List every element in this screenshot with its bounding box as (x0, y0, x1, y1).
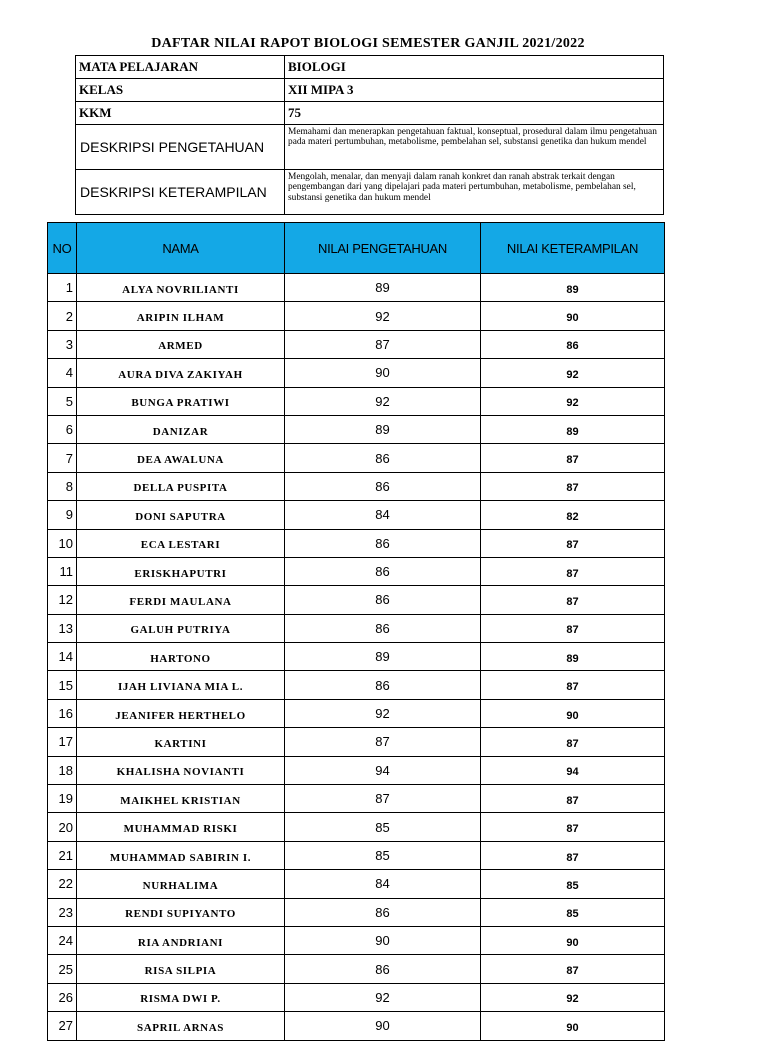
student-number: 6 (48, 415, 77, 443)
student-name: ARIPIN ILHAM (77, 302, 285, 330)
nilai-keterampilan: 87 (481, 671, 665, 699)
table-row (48, 472, 665, 500)
table-row (48, 983, 665, 1011)
table-row (48, 586, 665, 614)
student-name: AURA DIVA ZAKIYAH (77, 359, 285, 387)
student-name: MAIKHEL KRISTIAN (77, 785, 285, 813)
table-row (48, 501, 665, 529)
student-name: RISMA DWI P. (77, 983, 285, 1011)
student-number: 17 (48, 728, 77, 756)
nilai-keterampilan: 92 (481, 387, 665, 415)
table-row (48, 1012, 665, 1040)
nilai-pengetahuan: 86 (285, 614, 481, 642)
nilai-keterampilan: 87 (481, 529, 665, 557)
student-number: 11 (48, 557, 77, 585)
student-number: 16 (48, 699, 77, 727)
student-name: MUHAMMAD SABIRIN I. (77, 841, 285, 869)
nilai-keterampilan: 87 (481, 586, 665, 614)
nilai-pengetahuan: 92 (285, 387, 481, 415)
student-number: 24 (48, 926, 77, 954)
grades-header-row (48, 223, 665, 274)
nilai-keterampilan: 87 (481, 955, 665, 983)
student-number: 12 (48, 586, 77, 614)
student-number: 2 (48, 302, 77, 330)
student-name: ECA LESTARI (77, 529, 285, 557)
grades-body (48, 274, 665, 1041)
info-row-kkm (76, 102, 664, 125)
student-name: DELLA PUSPITA (77, 472, 285, 500)
table-row (48, 330, 665, 358)
nilai-pengetahuan: 84 (285, 870, 481, 898)
student-name: KARTINI (77, 728, 285, 756)
student-name: RISA SILPIA (77, 955, 285, 983)
student-name: MUHAMMAD RISKI (77, 813, 285, 841)
header-nilai-pengetahuan: NILAI PENGETAHUAN (285, 223, 481, 274)
nilai-keterampilan: 87 (481, 614, 665, 642)
student-name: JEANIFER HERTHELO (77, 699, 285, 727)
nilai-keterampilan: 90 (481, 699, 665, 727)
table-row (48, 557, 665, 585)
nilai-pengetahuan: 89 (285, 643, 481, 671)
header-nama: NAMA (77, 223, 285, 274)
student-number: 5 (48, 387, 77, 415)
student-number: 9 (48, 501, 77, 529)
nilai-pengetahuan: 86 (285, 671, 481, 699)
nilai-keterampilan: 82 (481, 501, 665, 529)
student-name: ALYA NOVRILIANTI (77, 274, 285, 302)
nilai-keterampilan: 87 (481, 444, 665, 472)
table-row (48, 359, 665, 387)
student-name: FERDI MAULANA (77, 586, 285, 614)
nilai-pengetahuan: 86 (285, 472, 481, 500)
nilai-pengetahuan: 89 (285, 274, 481, 302)
nilai-pengetahuan: 92 (285, 699, 481, 727)
kelas-label: KELAS (76, 79, 285, 102)
header-no: NO (48, 223, 77, 274)
student-number: 27 (48, 1012, 77, 1040)
nilai-pengetahuan: 85 (285, 813, 481, 841)
nilai-pengetahuan: 94 (285, 756, 481, 784)
student-name: DONI SAPUTRA (77, 501, 285, 529)
student-number: 26 (48, 983, 77, 1011)
student-number: 3 (48, 330, 77, 358)
keterampilan-value: Mengolah, menalar, dan menyaji dalam ranah konkret dan ranah abstrak terkait dengan pengembangan dari yang dipelajari pada materi pertumbuhan, metabolisme, pembelahan sel, substansi genetika dan hukum mendel (285, 170, 664, 215)
nilai-keterampilan: 87 (481, 557, 665, 585)
nilai-pengetahuan: 87 (285, 785, 481, 813)
nilai-pengetahuan: 92 (285, 983, 481, 1011)
nilai-keterampilan: 87 (481, 472, 665, 500)
table-row (48, 898, 665, 926)
student-name: RENDI SUPIYANTO (77, 898, 285, 926)
table-row (48, 870, 665, 898)
nilai-pengetahuan: 89 (285, 415, 481, 443)
table-row (48, 841, 665, 869)
nilai-keterampilan: 90 (481, 1012, 665, 1040)
student-name: ARMED (77, 330, 285, 358)
nilai-pengetahuan: 90 (285, 926, 481, 954)
table-row (48, 614, 665, 642)
page-title: DAFTAR NILAI RAPOT BIOLOGI SEMESTER GANJIL 2021/2022 (151, 36, 585, 51)
table-row (48, 444, 665, 472)
student-number: 13 (48, 614, 77, 642)
student-number: 1 (48, 274, 77, 302)
student-name: NURHALIMA (77, 870, 285, 898)
nilai-keterampilan: 87 (481, 728, 665, 756)
kkm-value: 75 (285, 102, 664, 125)
info-row-keterampilan (76, 170, 664, 215)
table-row (48, 813, 665, 841)
grades-table (47, 222, 665, 1041)
nilai-keterampilan: 87 (481, 785, 665, 813)
nilai-keterampilan: 92 (481, 359, 665, 387)
table-row (48, 274, 665, 302)
nilai-keterampilan: 94 (481, 756, 665, 784)
nilai-keterampilan: 85 (481, 898, 665, 926)
nilai-pengetahuan: 85 (285, 841, 481, 869)
nilai-pengetahuan: 86 (285, 586, 481, 614)
keterampilan-label: DESKRIPSI KETERAMPILAN (76, 170, 285, 215)
student-number: 22 (48, 870, 77, 898)
student-name: HARTONO (77, 643, 285, 671)
student-name: DEA AWALUNA (77, 444, 285, 472)
table-row (48, 643, 665, 671)
student-name: IJAH LIVIANA MIA L. (77, 671, 285, 699)
nilai-keterampilan: 87 (481, 841, 665, 869)
header-nilai-keterampilan: NILAI KETERAMPILAN (481, 223, 665, 274)
student-number: 20 (48, 813, 77, 841)
table-row (48, 926, 665, 954)
table-row (48, 955, 665, 983)
nilai-pengetahuan: 84 (285, 501, 481, 529)
nilai-keterampilan: 92 (481, 983, 665, 1011)
table-row (48, 728, 665, 756)
table-row (48, 302, 665, 330)
table-row (48, 529, 665, 557)
pengetahuan-label: DESKRIPSI PENGETAHUAN (76, 125, 285, 170)
table-row (48, 756, 665, 784)
nilai-keterampilan: 90 (481, 926, 665, 954)
kelas-value: XII MIPA 3 (285, 79, 664, 102)
student-number: 18 (48, 756, 77, 784)
student-number: 23 (48, 898, 77, 926)
info-table (75, 55, 664, 215)
nilai-pengetahuan: 92 (285, 302, 481, 330)
nilai-pengetahuan: 86 (285, 898, 481, 926)
kkm-label: KKM (76, 102, 285, 125)
nilai-keterampilan: 85 (481, 870, 665, 898)
nilai-pengetahuan: 90 (285, 359, 481, 387)
nilai-keterampilan: 86 (481, 330, 665, 358)
nilai-pengetahuan: 86 (285, 955, 481, 983)
student-number: 8 (48, 472, 77, 500)
nilai-pengetahuan: 86 (285, 529, 481, 557)
student-name: BUNGA PRATIWI (77, 387, 285, 415)
table-row (48, 387, 665, 415)
table-row (48, 699, 665, 727)
nilai-pengetahuan: 86 (285, 557, 481, 585)
student-number: 15 (48, 671, 77, 699)
nilai-pengetahuan: 90 (285, 1012, 481, 1040)
nilai-keterampilan: 89 (481, 643, 665, 671)
student-number: 21 (48, 841, 77, 869)
student-name: ERISKHAPUTRI (77, 557, 285, 585)
info-row-mapel (76, 56, 664, 79)
student-name: SAPRIL ARNAS (77, 1012, 285, 1040)
info-row-pengetahuan (76, 125, 664, 170)
nilai-keterampilan: 89 (481, 415, 665, 443)
nilai-pengetahuan: 87 (285, 330, 481, 358)
pengetahuan-value: Memahami dan menerapkan pengetahuan faktual, konseptual, prosedural dalam ilmu pengetahuan pada materi pertumbuhan, metabolisme, pembelahan sel, substansi genetika dan hukum mendel (285, 125, 664, 170)
student-name: GALUH PUTRIYA (77, 614, 285, 642)
mapel-value: BIOLOGI (285, 56, 664, 79)
info-row-kelas (76, 79, 664, 102)
student-number: 25 (48, 955, 77, 983)
student-name: DANIZAR (77, 415, 285, 443)
student-name: RIA ANDRIANI (77, 926, 285, 954)
nilai-keterampilan: 90 (481, 302, 665, 330)
student-number: 10 (48, 529, 77, 557)
nilai-pengetahuan: 86 (285, 444, 481, 472)
student-number: 7 (48, 444, 77, 472)
nilai-keterampilan: 89 (481, 274, 665, 302)
table-row (48, 415, 665, 443)
table-row (48, 785, 665, 813)
mapel-label: MATA PELAJARAN (76, 56, 285, 79)
table-row (48, 671, 665, 699)
nilai-keterampilan: 87 (481, 813, 665, 841)
student-number: 19 (48, 785, 77, 813)
student-number: 4 (48, 359, 77, 387)
student-number: 14 (48, 643, 77, 671)
nilai-pengetahuan: 87 (285, 728, 481, 756)
student-name: KHALISHA NOVIANTI (77, 756, 285, 784)
